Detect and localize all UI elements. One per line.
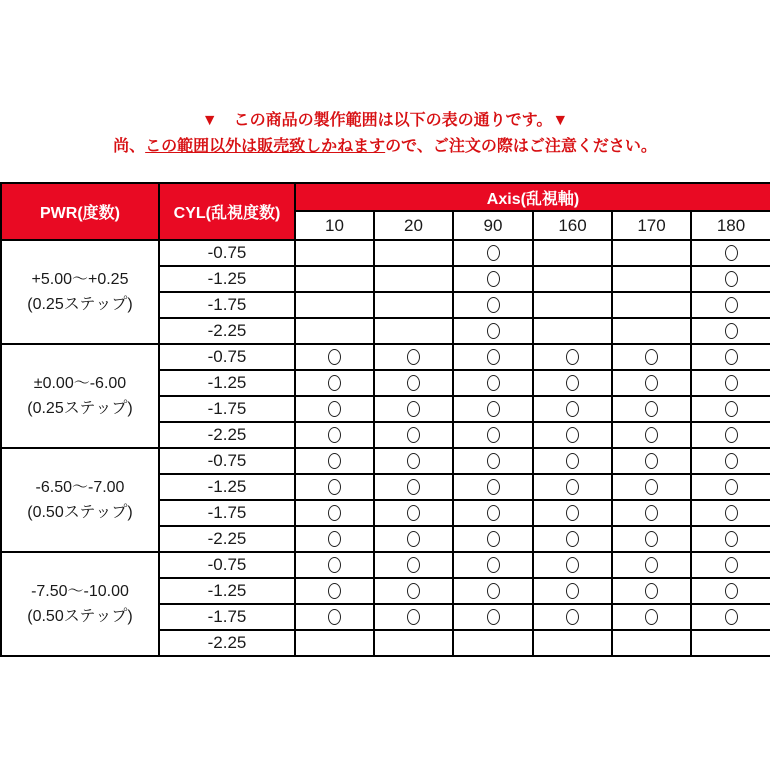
- cyl-value-cell: -1.75: [159, 396, 295, 422]
- circle-mark-icon: [566, 531, 579, 547]
- cyl-value-cell: -1.25: [159, 370, 295, 396]
- availability-cell: [295, 526, 374, 552]
- production-range-notice: [0, 108, 770, 160]
- pwr-range-text: ±0.00〜-6.00: [33, 375, 127, 392]
- circle-mark-icon: [725, 453, 738, 469]
- availability-cell: [374, 578, 453, 604]
- notice-line2-prefix: 尚、: [113, 138, 146, 155]
- availability-cell: [533, 526, 612, 552]
- cyl-value-cell: -1.25: [159, 578, 295, 604]
- cyl-value-cell: -0.75: [159, 448, 295, 474]
- availability-cell: [691, 344, 770, 370]
- circle-mark-icon: [487, 583, 500, 599]
- circle-mark-icon: [407, 583, 420, 599]
- circle-mark-icon: [328, 609, 341, 625]
- cyl-value-cell: -2.25: [159, 422, 295, 448]
- pwr-range-cell: [1, 448, 159, 552]
- pwr-range-text: +5.00〜+0.25: [31, 271, 129, 288]
- circle-mark-icon: [487, 453, 500, 469]
- availability-cell: [691, 370, 770, 396]
- circle-mark-icon: [645, 427, 658, 443]
- availability-cell: [374, 500, 453, 526]
- availability-cell: [612, 292, 691, 318]
- pwr-range-cell: [1, 240, 159, 344]
- availability-cell: [453, 552, 533, 578]
- availability-cell: [374, 240, 453, 266]
- availability-cell: [533, 396, 612, 422]
- table-row: [1, 448, 770, 474]
- pwr-range-text: -6.50〜-7.00: [35, 479, 125, 496]
- availability-cell: [295, 292, 374, 318]
- cyl-value-cell: -2.25: [159, 526, 295, 552]
- circle-mark-icon: [328, 557, 341, 573]
- availability-cell: [295, 344, 374, 370]
- circle-mark-icon: [328, 479, 341, 495]
- availability-cell: [295, 422, 374, 448]
- circle-mark-icon: [407, 349, 420, 365]
- availability-cell: [374, 396, 453, 422]
- availability-cell: [295, 578, 374, 604]
- availability-cell: [295, 370, 374, 396]
- availability-cell: [533, 344, 612, 370]
- availability-cell: [612, 318, 691, 344]
- circle-mark-icon: [487, 271, 500, 287]
- cyl-value-cell: -2.25: [159, 630, 295, 656]
- circle-mark-icon: [725, 531, 738, 547]
- availability-cell: [612, 396, 691, 422]
- availability-cell: [374, 370, 453, 396]
- circle-mark-icon: [725, 609, 738, 625]
- circle-mark-icon: [407, 531, 420, 547]
- availability-cell: [691, 630, 770, 656]
- availability-cell: [533, 240, 612, 266]
- circle-mark-icon: [566, 479, 579, 495]
- availability-cell: [453, 604, 533, 630]
- circle-mark-icon: [328, 453, 341, 469]
- availability-cell: [691, 396, 770, 422]
- circle-mark-icon: [487, 479, 500, 495]
- circle-mark-icon: [407, 375, 420, 391]
- circle-mark-icon: [645, 453, 658, 469]
- circle-mark-icon: [566, 453, 579, 469]
- axis-column-header: 160: [533, 211, 612, 240]
- availability-cell: [453, 422, 533, 448]
- availability-cell: [612, 370, 691, 396]
- availability-cell: [691, 318, 770, 344]
- availability-cell: [295, 240, 374, 266]
- circle-mark-icon: [328, 349, 341, 365]
- circle-mark-icon: [645, 583, 658, 599]
- table-row: [1, 552, 770, 578]
- circle-mark-icon: [487, 349, 500, 365]
- circle-mark-icon: [725, 323, 738, 339]
- cyl-value-cell: -1.75: [159, 500, 295, 526]
- cyl-value-cell: -0.75: [159, 240, 295, 266]
- availability-cell: [691, 240, 770, 266]
- availability-cell: [691, 474, 770, 500]
- availability-cell: [374, 474, 453, 500]
- availability-cell: [691, 448, 770, 474]
- availability-cell: [691, 526, 770, 552]
- availability-cell: [533, 370, 612, 396]
- availability-cell: [533, 604, 612, 630]
- availability-cell: [612, 448, 691, 474]
- availability-cell: [374, 526, 453, 552]
- availability-cell: [533, 448, 612, 474]
- availability-cell: [691, 422, 770, 448]
- circle-mark-icon: [645, 609, 658, 625]
- circle-mark-icon: [645, 557, 658, 573]
- availability-cell: [374, 266, 453, 292]
- availability-cell: [374, 448, 453, 474]
- axis-group-header: Axis(乱視軸): [295, 183, 770, 211]
- availability-cell: [533, 630, 612, 656]
- circle-mark-icon: [487, 375, 500, 391]
- availability-cell: [453, 526, 533, 552]
- circle-mark-icon: [328, 531, 341, 547]
- pwr-range-cell: [1, 344, 159, 448]
- availability-cell: [453, 474, 533, 500]
- availability-cell: [691, 266, 770, 292]
- circle-mark-icon: [645, 375, 658, 391]
- circle-mark-icon: [566, 609, 579, 625]
- availability-cell: [691, 578, 770, 604]
- circle-mark-icon: [566, 349, 579, 365]
- axis-column-header: 10: [295, 211, 374, 240]
- availability-cell: [295, 630, 374, 656]
- availability-cell: [453, 370, 533, 396]
- availability-cell: [453, 578, 533, 604]
- availability-cell: [612, 526, 691, 552]
- notice-line-2: [0, 134, 770, 160]
- availability-cell: [453, 500, 533, 526]
- availability-cell: [453, 448, 533, 474]
- circle-mark-icon: [645, 531, 658, 547]
- availability-cell: [691, 604, 770, 630]
- axis-column-header: 180: [691, 211, 770, 240]
- availability-cell: [691, 292, 770, 318]
- circle-mark-icon: [487, 557, 500, 573]
- cyl-value-cell: -2.25: [159, 318, 295, 344]
- circle-mark-icon: [487, 531, 500, 547]
- pwr-range-cell: [1, 552, 159, 656]
- table-row: [1, 344, 770, 370]
- availability-cell: [612, 266, 691, 292]
- notice-line2-underlined: この範囲以外は販売致しかねます: [145, 138, 386, 155]
- availability-cell: [374, 552, 453, 578]
- availability-cell: [453, 292, 533, 318]
- availability-cell: [533, 552, 612, 578]
- circle-mark-icon: [328, 427, 341, 443]
- cyl-column-header: CYL(乱視度数): [159, 183, 295, 240]
- pwr-step-text: (0.50ステップ): [27, 504, 133, 521]
- circle-mark-icon: [487, 401, 500, 417]
- availability-cell: [374, 318, 453, 344]
- circle-mark-icon: [725, 271, 738, 287]
- circle-mark-icon: [725, 427, 738, 443]
- circle-mark-icon: [328, 375, 341, 391]
- availability-cell: [453, 318, 533, 344]
- availability-cell: [533, 318, 612, 344]
- availability-cell: [533, 292, 612, 318]
- pwr-step-text: (0.50ステップ): [27, 608, 133, 625]
- axis-column-header: 90: [453, 211, 533, 240]
- availability-cell: [453, 266, 533, 292]
- availability-cell: [453, 630, 533, 656]
- table-header-row: [1, 183, 770, 211]
- availability-cell: [295, 474, 374, 500]
- pwr-step-text: (0.25ステップ): [27, 296, 133, 313]
- circle-mark-icon: [487, 245, 500, 261]
- circle-mark-icon: [407, 609, 420, 625]
- circle-mark-icon: [566, 375, 579, 391]
- circle-mark-icon: [566, 583, 579, 599]
- availability-cell: [612, 474, 691, 500]
- axis-column-header: 170: [612, 211, 691, 240]
- circle-mark-icon: [407, 505, 420, 521]
- circle-mark-icon: [725, 349, 738, 365]
- availability-cell: [612, 344, 691, 370]
- axis-column-header: 20: [374, 211, 453, 240]
- availability-cell: [612, 604, 691, 630]
- circle-mark-icon: [487, 609, 500, 625]
- pwr-range-text: -7.50〜-10.00: [31, 583, 129, 600]
- circle-mark-icon: [566, 557, 579, 573]
- availability-cell: [374, 630, 453, 656]
- availability-cell: [295, 318, 374, 344]
- circle-mark-icon: [645, 401, 658, 417]
- circle-mark-icon: [725, 245, 738, 261]
- circle-mark-icon: [725, 479, 738, 495]
- availability-cell: [612, 500, 691, 526]
- availability-cell: [295, 500, 374, 526]
- availability-cell: [533, 422, 612, 448]
- circle-mark-icon: [645, 349, 658, 365]
- availability-cell: [295, 552, 374, 578]
- cyl-value-cell: -0.75: [159, 344, 295, 370]
- availability-cell: [453, 344, 533, 370]
- pwr-column-header: PWR(度数): [1, 183, 159, 240]
- circle-mark-icon: [566, 505, 579, 521]
- availability-cell: [533, 500, 612, 526]
- circle-mark-icon: [645, 505, 658, 521]
- circle-mark-icon: [725, 583, 738, 599]
- availability-cell: [453, 240, 533, 266]
- availability-cell: [374, 344, 453, 370]
- availability-cell: [295, 266, 374, 292]
- availability-cell: [612, 240, 691, 266]
- circle-mark-icon: [645, 479, 658, 495]
- availability-cell: [374, 604, 453, 630]
- availability-cell: [612, 578, 691, 604]
- circle-mark-icon: [725, 375, 738, 391]
- circle-mark-icon: [725, 505, 738, 521]
- table-row: [1, 240, 770, 266]
- availability-cell: [612, 630, 691, 656]
- availability-cell: [691, 500, 770, 526]
- circle-mark-icon: [725, 557, 738, 573]
- circle-mark-icon: [566, 427, 579, 443]
- cyl-value-cell: -0.75: [159, 552, 295, 578]
- cyl-value-cell: -1.75: [159, 292, 295, 318]
- circle-mark-icon: [407, 401, 420, 417]
- notice-line-1: ▼ この商品の製作範囲は以下の表の通りです。▼: [201, 112, 569, 129]
- circle-mark-icon: [487, 505, 500, 521]
- availability-cell: [533, 266, 612, 292]
- circle-mark-icon: [407, 479, 420, 495]
- pwr-step-text: (0.25ステップ): [27, 400, 133, 417]
- availability-cell: [612, 552, 691, 578]
- circle-mark-icon: [487, 323, 500, 339]
- circle-mark-icon: [566, 401, 579, 417]
- circle-mark-icon: [407, 427, 420, 443]
- availability-table: [0, 182, 770, 657]
- availability-cell: [374, 292, 453, 318]
- circle-mark-icon: [328, 401, 341, 417]
- notice-line2-suffix: ので、ご注文の際はご注意ください。: [385, 138, 657, 155]
- availability-cell: [295, 604, 374, 630]
- availability-cell: [691, 552, 770, 578]
- cyl-value-cell: -1.25: [159, 474, 295, 500]
- availability-cell: [295, 396, 374, 422]
- circle-mark-icon: [328, 583, 341, 599]
- circle-mark-icon: [487, 427, 500, 443]
- cyl-value-cell: -1.75: [159, 604, 295, 630]
- availability-cell: [453, 396, 533, 422]
- circle-mark-icon: [407, 453, 420, 469]
- circle-mark-icon: [407, 557, 420, 573]
- circle-mark-icon: [725, 401, 738, 417]
- cyl-value-cell: -1.25: [159, 266, 295, 292]
- availability-cell: [533, 474, 612, 500]
- circle-mark-icon: [487, 297, 500, 313]
- availability-cell: [295, 448, 374, 474]
- availability-cell: [374, 422, 453, 448]
- circle-mark-icon: [725, 297, 738, 313]
- availability-cell: [612, 422, 691, 448]
- circle-mark-icon: [328, 505, 341, 521]
- availability-cell: [533, 578, 612, 604]
